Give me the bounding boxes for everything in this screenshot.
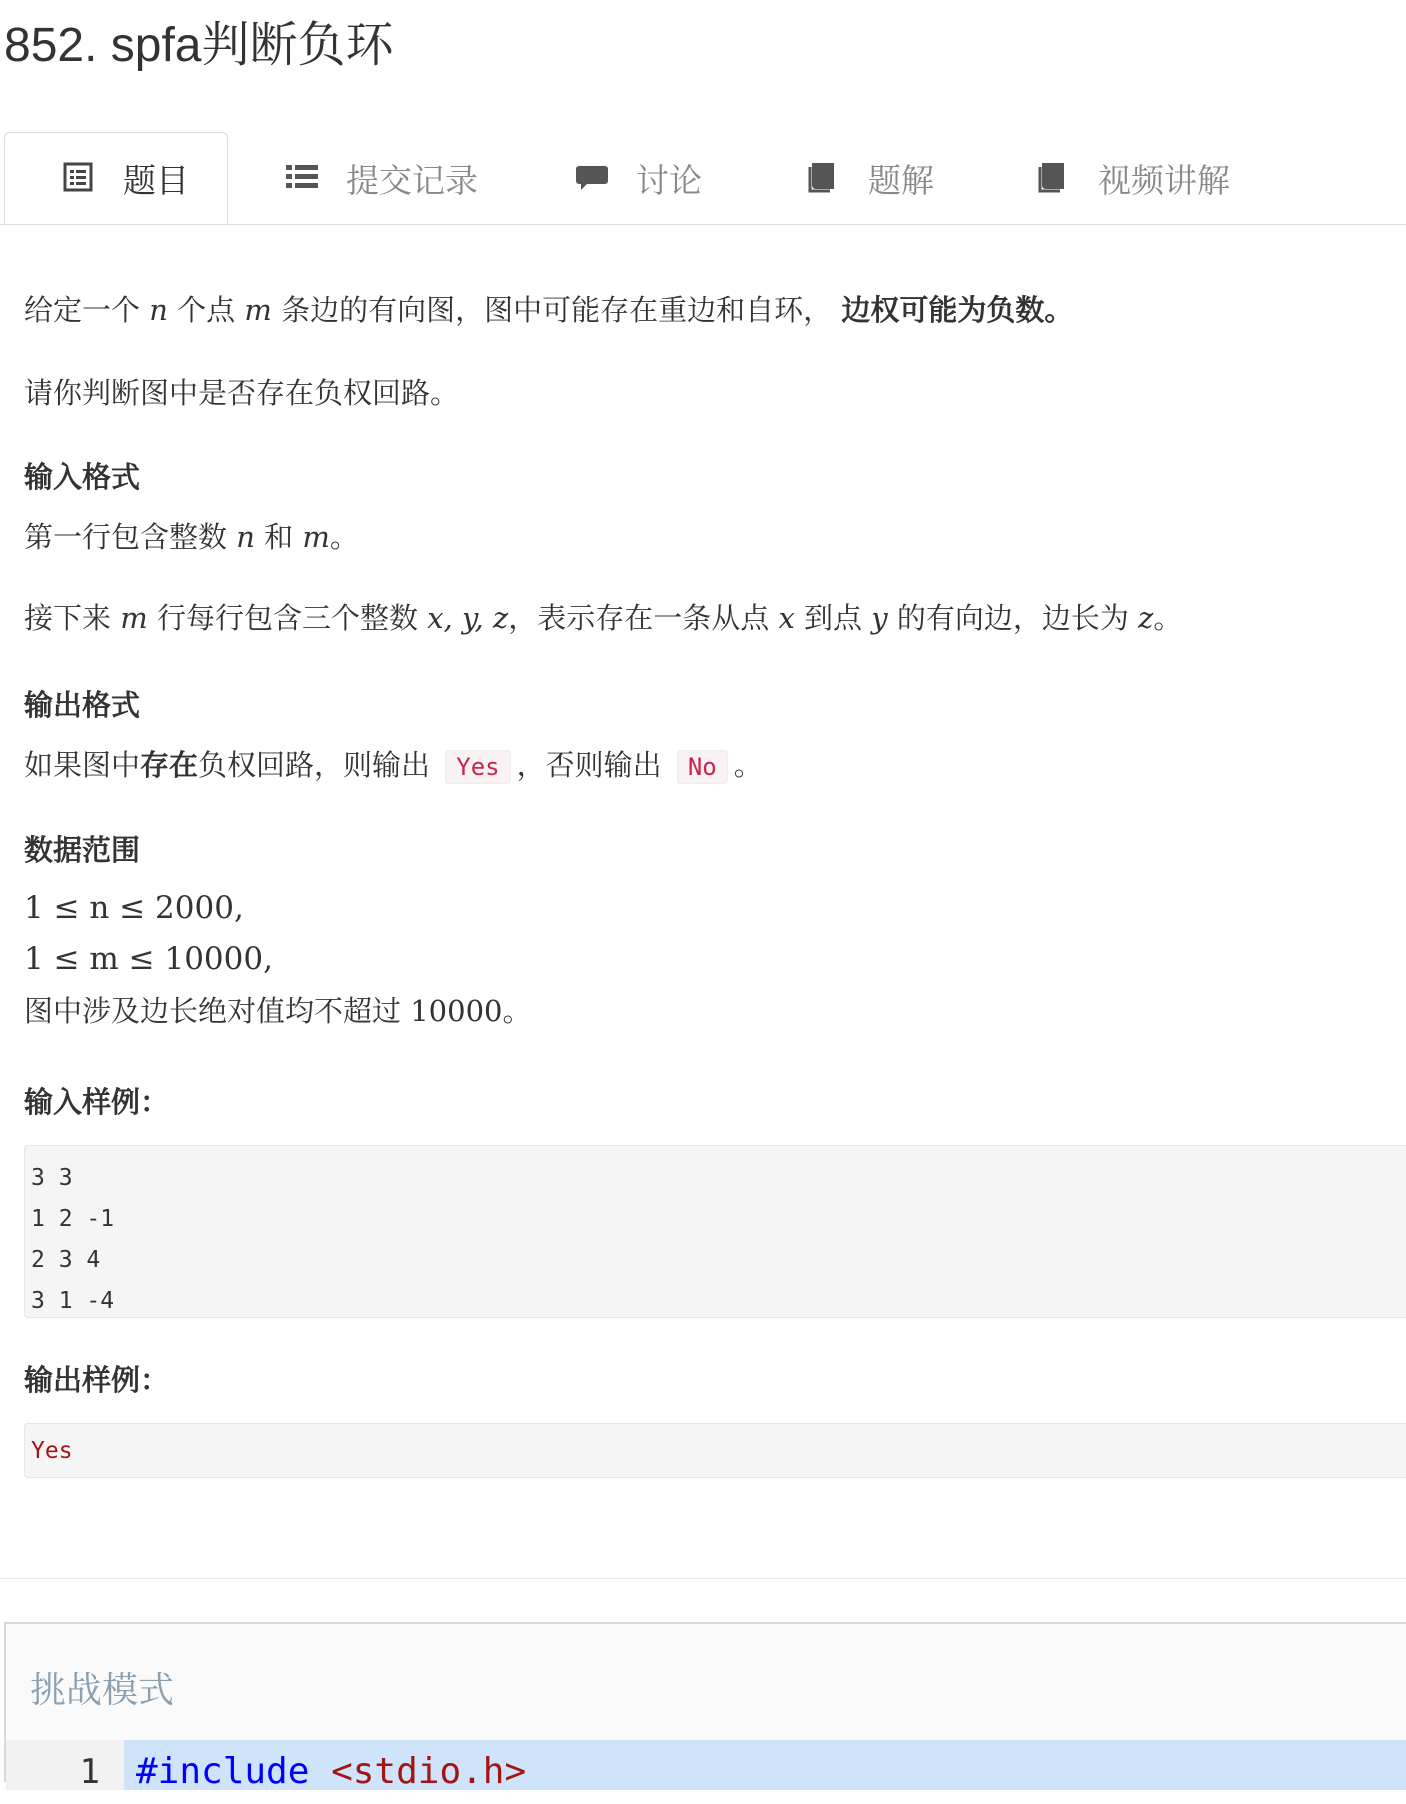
sample-input-line: 3 1 -4	[31, 1288, 115, 1314]
inline-code-yes: Yes	[445, 750, 510, 784]
tab-solutions[interactable]	[808, 132, 934, 224]
description-line-2: 请你判断图中是否存在负权回路。	[24, 376, 460, 410]
page-title: 852. spfa判断负环	[4, 19, 394, 72]
range-line-1: 1 ≤ n ≤ 2000,	[24, 890, 244, 926]
sample-input-line: 3 3	[31, 1165, 73, 1191]
tab-discussion[interactable]	[576, 132, 702, 224]
sample-output-heading: 输出样例：	[24, 1363, 170, 1397]
sample-input-line: 1 2 -1	[31, 1206, 115, 1232]
list-icon	[286, 161, 320, 195]
input-format-line-1: 第一行包含整数 n 和 m。	[24, 520, 359, 554]
range-line-3: 图中涉及边长绝对值均不超过 10000。	[24, 994, 532, 1028]
range-line-2: 1 ≤ m ≤ 10000,	[24, 941, 273, 977]
input-format-line-2: 接下来 m 行每行包含三个整数 x, y, z，表示存在一条从点 x 到点 y 的有向边，边长为 z。	[24, 601, 1183, 635]
problem-tabs	[0, 132, 1406, 225]
tab-video[interactable]	[1038, 132, 1230, 224]
line-number: 1	[6, 1740, 124, 1790]
code-line[interactable]	[136, 1740, 526, 1790]
inline-code-no: No	[677, 750, 728, 784]
challenge-mode-label[interactable]: 挑战模式	[30, 1670, 175, 1711]
tab-label: 题目	[123, 160, 189, 200]
tab-submissions[interactable]	[286, 132, 478, 224]
tab-label: 讨论	[636, 160, 702, 200]
comment-icon	[576, 161, 610, 195]
tab-problem[interactable]	[4, 132, 228, 224]
tab-label: 提交记录	[346, 160, 478, 200]
book-icon	[808, 161, 842, 195]
description-line-1: 给定一个 n 个点 m 条边的有向图，图中可能存在重边和自环， 边权可能为负数。	[24, 293, 1074, 327]
output-format-line: 如果图中存在负权回路，则输出 Yes ，否则输出 No 。	[24, 748, 763, 782]
list-alt-icon	[63, 161, 97, 195]
sample-output-block	[24, 1423, 1406, 1478]
section-divider	[0, 1578, 1406, 1579]
output-format-heading: 输出格式	[24, 688, 141, 722]
sample-input-heading: 输入样例：	[24, 1085, 170, 1119]
tab-label: 题解	[868, 160, 934, 200]
tab-label: 视频讲解	[1098, 160, 1230, 200]
sample-input-line: 2 3 4	[31, 1247, 101, 1273]
data-range-heading: 数据范围	[24, 833, 141, 867]
code-directive: #include	[136, 1751, 310, 1790]
sample-input-block	[24, 1145, 1406, 1318]
code-header: <stdio.h>	[331, 1751, 527, 1790]
book-icon	[1038, 161, 1072, 195]
code-editor[interactable]	[4, 1622, 1406, 1792]
input-format-heading: 输入格式	[24, 460, 141, 494]
sample-output-line: Yes	[31, 1438, 73, 1464]
